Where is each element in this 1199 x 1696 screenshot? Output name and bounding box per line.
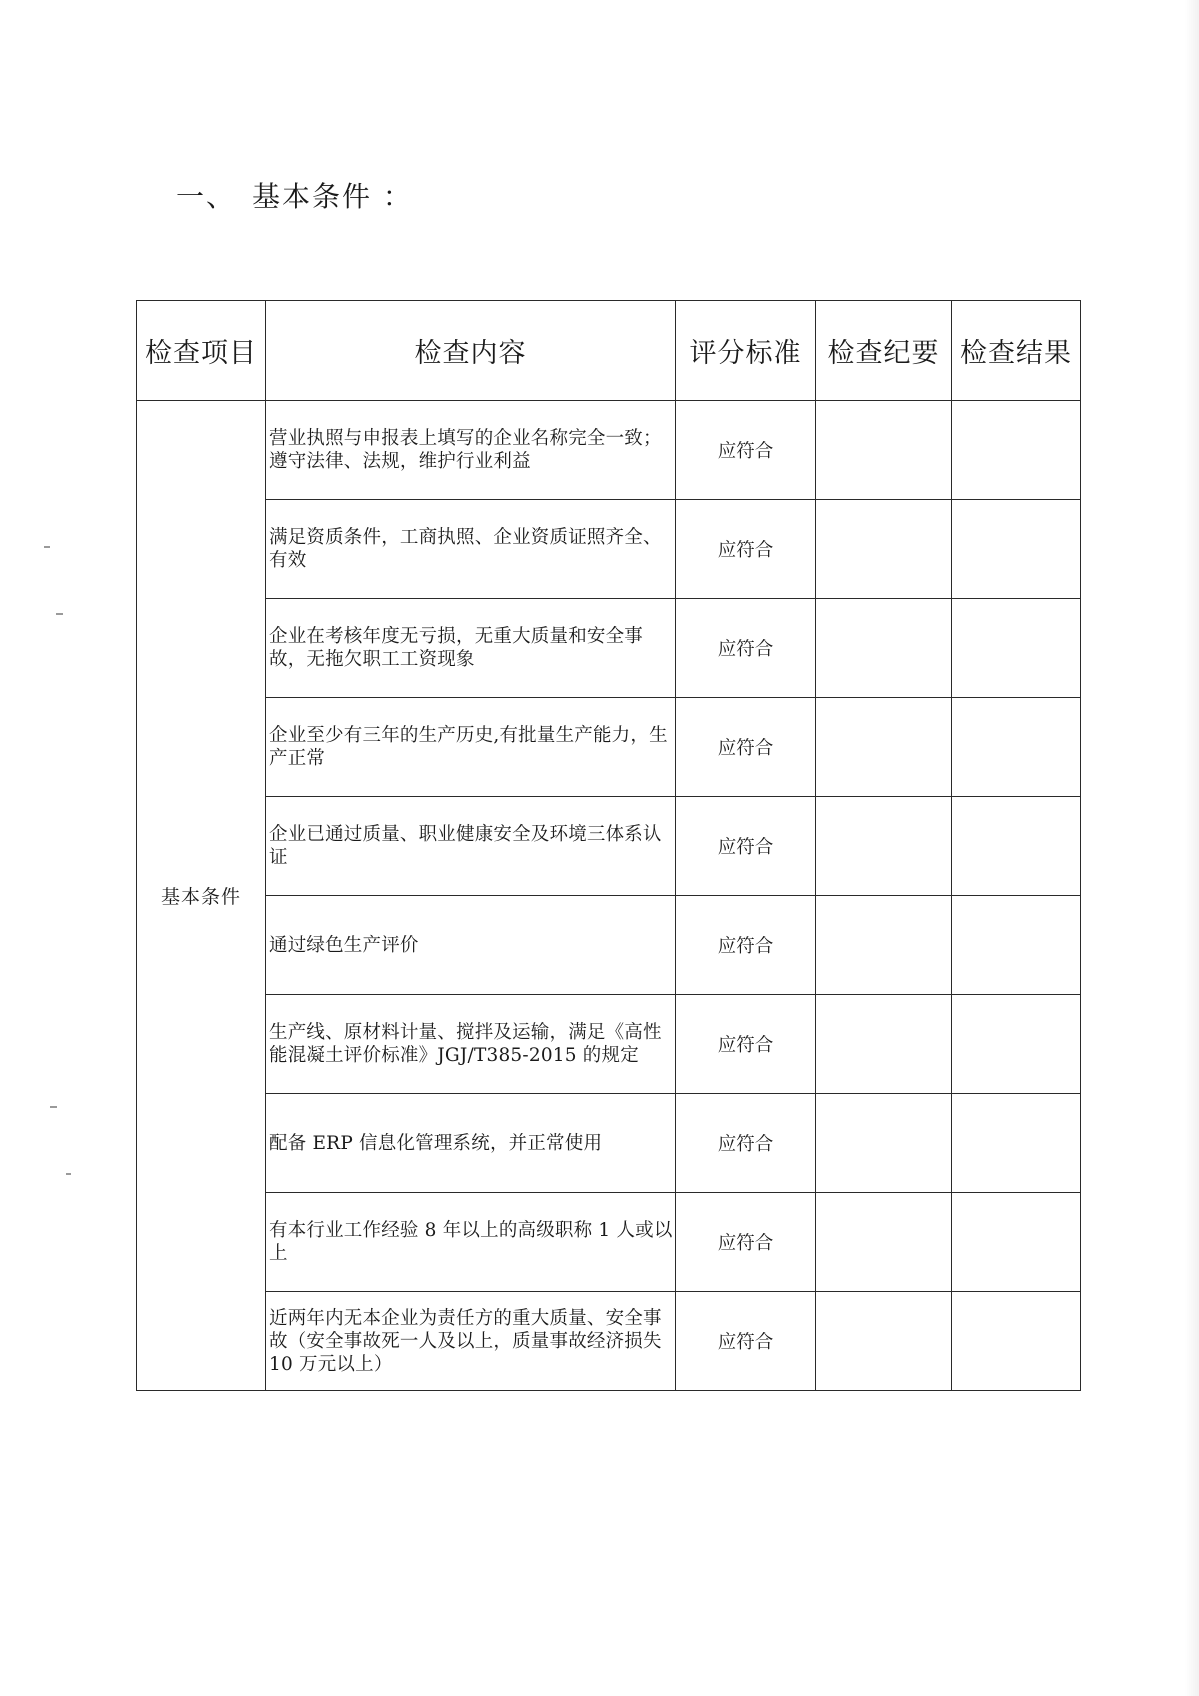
table-row bbox=[137, 995, 1081, 1094]
criterion-cell: 应符合 bbox=[676, 698, 816, 797]
table-row bbox=[137, 698, 1081, 797]
record-cell[interactable] bbox=[816, 1094, 952, 1193]
content-cell: 配备 ERP 信息化管理系统，并正常使用 bbox=[266, 1094, 676, 1193]
record-cell[interactable] bbox=[816, 500, 952, 599]
result-cell[interactable] bbox=[952, 1094, 1081, 1193]
content-cell: 企业在考核年度无亏损，无重大质量和安全事故，无拖欠职工工资现象 bbox=[266, 599, 676, 698]
content-cell: 生产线、原材料计量、搅拌及运输，满足《高性能混凝土评价标准》JGJ/T385-2015 的规定 bbox=[266, 995, 676, 1094]
scan-speck bbox=[50, 1106, 57, 1108]
criterion-cell: 应符合 bbox=[676, 995, 816, 1094]
criterion-cell: 应符合 bbox=[676, 401, 816, 500]
record-cell[interactable] bbox=[816, 995, 952, 1094]
table-row bbox=[137, 896, 1081, 995]
result-cell[interactable] bbox=[952, 1193, 1081, 1292]
criterion-cell: 应符合 bbox=[676, 599, 816, 698]
page-edge bbox=[1185, 0, 1199, 1696]
header-criterion: 评分标准 bbox=[676, 301, 816, 401]
scan-speck bbox=[66, 1173, 71, 1175]
result-cell[interactable] bbox=[952, 896, 1081, 995]
result-cell[interactable] bbox=[952, 797, 1081, 896]
section-heading bbox=[176, 175, 413, 215]
record-cell[interactable] bbox=[816, 1193, 952, 1292]
scan-speck bbox=[44, 546, 50, 548]
table-header-row bbox=[137, 301, 1081, 401]
table-row bbox=[137, 500, 1081, 599]
scan-speck bbox=[56, 613, 63, 615]
result-cell[interactable] bbox=[952, 401, 1081, 500]
category-cell: 基本条件 bbox=[137, 401, 266, 1391]
record-cell[interactable] bbox=[816, 896, 952, 995]
table-row bbox=[137, 797, 1081, 896]
inspection-table bbox=[136, 300, 1081, 1391]
content-cell: 满足资质条件，工商执照、企业资质证照齐全、有效 bbox=[266, 500, 676, 599]
content-cell: 通过绿色生产评价 bbox=[266, 896, 676, 995]
result-cell[interactable] bbox=[952, 599, 1081, 698]
result-cell[interactable] bbox=[952, 995, 1081, 1094]
result-cell[interactable] bbox=[952, 500, 1081, 599]
criterion-cell: 应符合 bbox=[676, 797, 816, 896]
content-cell: 近两年内无本企业为责任方的重大质量、安全事故（安全事故死一人及以上，质量事故经济损失 10 万元以上） bbox=[266, 1292, 676, 1391]
section-number: 一、 bbox=[176, 180, 237, 213]
criterion-cell: 应符合 bbox=[676, 896, 816, 995]
table-row bbox=[137, 1193, 1081, 1292]
header-record: 检查纪要 bbox=[816, 301, 952, 401]
record-cell[interactable] bbox=[816, 698, 952, 797]
record-cell[interactable] bbox=[816, 599, 952, 698]
result-cell[interactable] bbox=[952, 1292, 1081, 1391]
section-title: 基本条件 ： bbox=[252, 180, 413, 213]
header-item: 检查项目 bbox=[137, 301, 266, 401]
header-result: 检查结果 bbox=[952, 301, 1081, 401]
record-cell[interactable] bbox=[816, 797, 952, 896]
criterion-cell: 应符合 bbox=[676, 1193, 816, 1292]
criterion-cell: 应符合 bbox=[676, 1094, 816, 1193]
result-cell[interactable] bbox=[952, 698, 1081, 797]
content-cell: 企业至少有三年的生产历史,有批量生产能力，生产正常 bbox=[266, 698, 676, 797]
content-cell: 营业执照与申报表上填写的企业名称完全一致；遵守法律、法规，维护行业利益 bbox=[266, 401, 676, 500]
criterion-cell: 应符合 bbox=[676, 1292, 816, 1391]
header-content: 检查内容 bbox=[266, 301, 676, 401]
criterion-cell: 应符合 bbox=[676, 500, 816, 599]
record-cell[interactable] bbox=[816, 401, 952, 500]
record-cell[interactable] bbox=[816, 1292, 952, 1391]
table-row bbox=[137, 599, 1081, 698]
content-cell: 有本行业工作经验 8 年以上的高级职称 1 人或以上 bbox=[266, 1193, 676, 1292]
table-row bbox=[137, 401, 1081, 500]
table-row bbox=[137, 1094, 1081, 1193]
table-row bbox=[137, 1292, 1081, 1391]
content-cell: 企业已通过质量、职业健康安全及环境三体系认证 bbox=[266, 797, 676, 896]
